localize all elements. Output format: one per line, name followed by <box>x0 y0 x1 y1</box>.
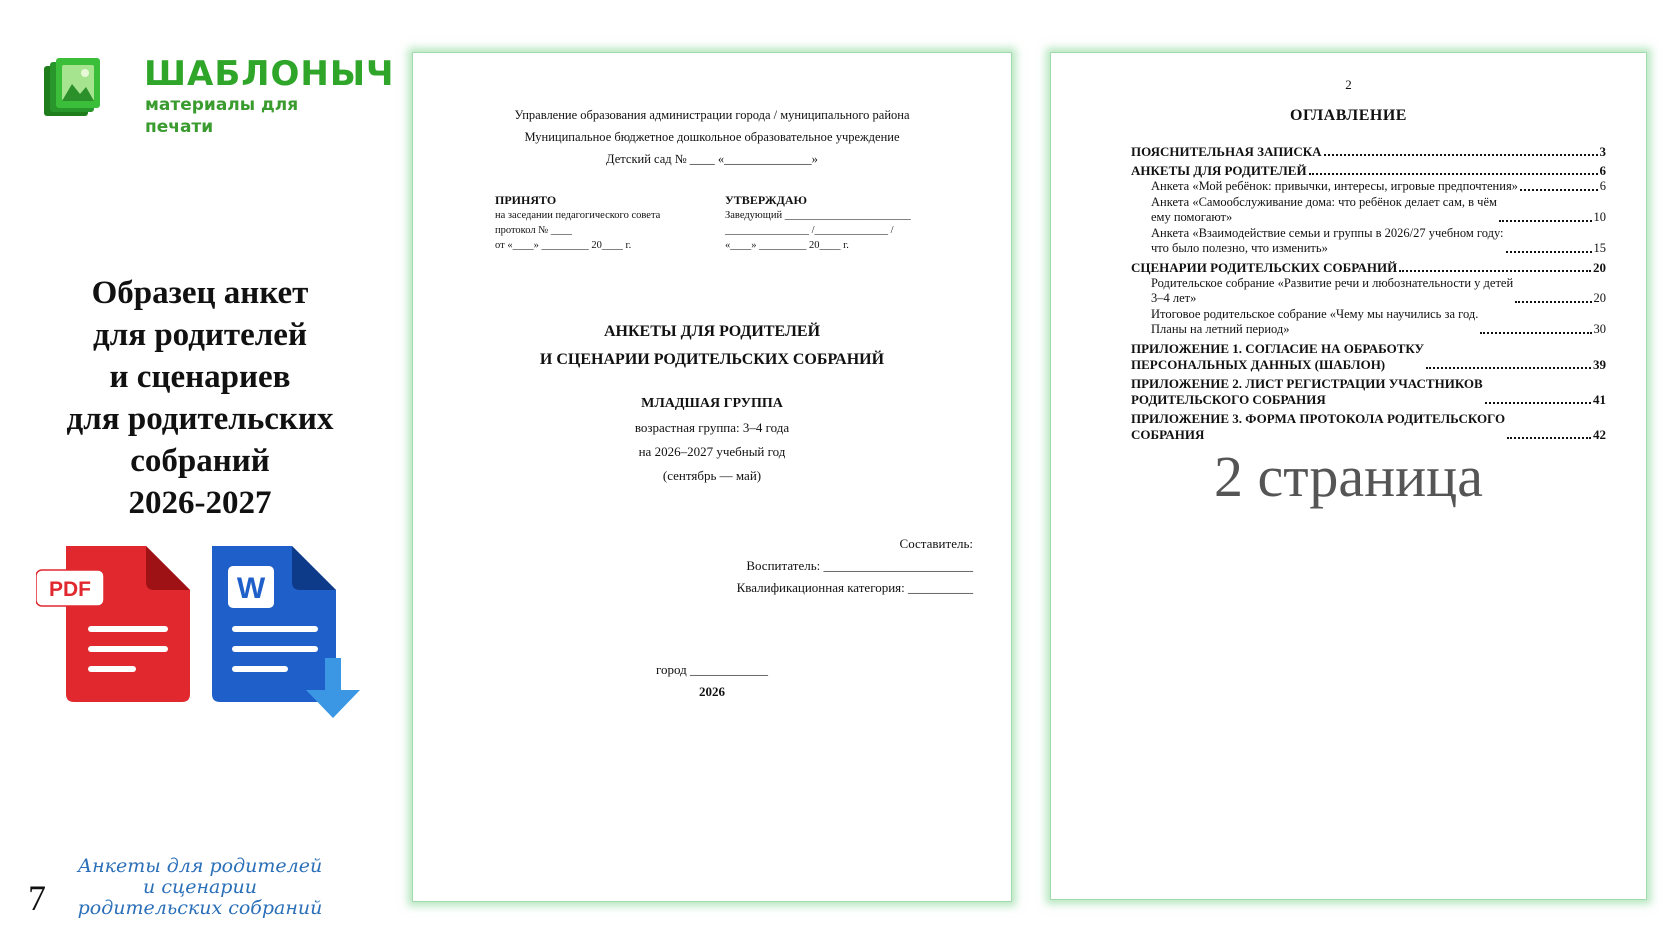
document-year: 2026 <box>699 684 725 699</box>
toc-entry-line: 3–4 лет» <box>1151 291 1197 305</box>
footer-line: и сценарии <box>143 876 257 898</box>
category-line: Квалификационная категория: __________ <box>736 580 973 595</box>
toc-leader-dots <box>1506 250 1592 253</box>
promo-line: для родительских <box>66 401 334 437</box>
toc-subsection <box>1131 179 1606 195</box>
toc-entry-line: Анкета «Мой ребёнок: привычки, интересы, игровые предпочтения» <box>1151 179 1518 193</box>
pdf-file-icon <box>36 546 190 702</box>
toc-leader-dots <box>1499 219 1592 222</box>
toc-page-ref: 3 <box>1599 144 1606 159</box>
toc-subsection <box>1131 307 1606 338</box>
file-format-icons <box>36 546 366 736</box>
toc-entry-text <box>1131 341 1424 373</box>
toc-leader-dots <box>1485 401 1591 404</box>
approved-line: ________________ /______________ / <box>725 225 894 236</box>
book-stack-icon <box>42 56 104 120</box>
toc-section <box>1131 411 1606 443</box>
toc-entry-text <box>1131 260 1397 276</box>
promo-line: 2026-2027 <box>128 485 272 521</box>
toc-section <box>1131 260 1606 276</box>
toc-leader-dots <box>1507 436 1591 439</box>
pdf-label: PDF <box>49 578 91 601</box>
toc-page-ref: 41 <box>1593 391 1606 407</box>
promo-line: для родителей <box>93 317 307 353</box>
toc-entry-line: Родительское собрание «Развитие речи и любознательности у детей <box>1151 275 1514 290</box>
toc-leader-dots <box>1309 172 1598 175</box>
toc-entry-line: ПРИЛОЖЕНИЕ 2. ЛИСТ РЕГИСТРАЦИИ УЧАСТНИКОВ <box>1131 375 1483 391</box>
brand-logo <box>38 52 395 137</box>
city-line: город ____________ <box>656 662 768 677</box>
promo-line: собраний <box>130 443 270 479</box>
document-title-page <box>412 52 1012 902</box>
approved-line: «____» _________ 20____ г. <box>725 240 849 251</box>
accepted-title: ПРИНЯТО <box>495 193 557 207</box>
toc-entry-line: СОБРАНИЯ <box>1131 426 1205 442</box>
word-file-icon <box>212 546 336 702</box>
document-title: АНКЕТЫ ДЛЯ РОДИТЕЛЕЙ <box>603 323 821 340</box>
toc-entry-line: Анкета «Самообслуживание дома: что ребёнок делает сам, в чём <box>1151 194 1497 209</box>
toc-entry-line: ПОЯСНИТЕЛЬНАЯ ЗАПИСКА <box>1131 144 1322 159</box>
toc-section <box>1131 144 1606 160</box>
toc-entry-text <box>1151 307 1478 338</box>
toc-leader-dots <box>1399 269 1591 272</box>
toc-entry-line: ПРИЛОЖЕНИЕ 1. СОГЛАСИЕ НА ОБРАБОТКУ <box>1131 340 1425 356</box>
toc-subsection <box>1131 226 1606 257</box>
accepted-line: от «____» _________ 20____ г. <box>495 240 632 251</box>
toc-entry-text <box>1131 144 1322 160</box>
footer-line: родительских собраний <box>77 897 323 919</box>
promo-line: Образец анкет <box>91 275 309 311</box>
toc-leader-dots <box>1520 188 1598 191</box>
compiler-label: Составитель: <box>899 536 973 551</box>
approved-title: УТВЕРЖДАЮ <box>725 193 808 207</box>
footer-line: Анкеты для родителей <box>77 855 323 877</box>
accepted-line: протокол № ____ <box>495 225 572 236</box>
toc-entry-text <box>1131 376 1483 408</box>
page-overlay-label: 2 страница <box>1214 444 1483 509</box>
promo-line: и сценариев <box>109 359 291 395</box>
toc-page-ref: 6 <box>1599 163 1606 178</box>
toc-page-ref: 20 <box>1593 291 1606 305</box>
toc-entry-text <box>1151 195 1497 226</box>
brand-tagline: материалы для печати <box>145 95 299 137</box>
school-year: на 2026–2027 учебный год <box>638 444 786 459</box>
toc-section <box>1131 376 1606 408</box>
toc-page-ref: 10 <box>1593 210 1606 224</box>
toc-section <box>1131 341 1606 373</box>
toc-leader-dots <box>1480 331 1591 334</box>
accepted-line: на заседании педагогического совета <box>495 210 661 221</box>
toc-entry-line: СЦЕНАРИИ РОДИТЕЛЬСКИХ СОБРАНИЙ <box>1131 259 1398 275</box>
teacher-line: Воспитатель: _______________________ <box>746 558 973 573</box>
toc-entry-text <box>1131 163 1307 179</box>
org-line: Муниципальное бюджетное дошкольное образовательное учреждение <box>524 130 900 144</box>
toc-entry-text <box>1151 226 1504 257</box>
approved-line: Заведующий ________________________ <box>725 210 911 221</box>
table-of-contents <box>1131 141 1606 443</box>
toc-entry-line: РОДИТЕЛЬСКОГО СОБРАНИЯ <box>1131 391 1326 407</box>
toc-entry-text <box>1151 179 1518 195</box>
toc-leader-dots <box>1426 366 1591 369</box>
toc-entry-text <box>1131 411 1505 443</box>
age-group: возрастная группа: 3–4 года <box>634 420 790 435</box>
toc-page-ref: 6 <box>1599 179 1606 193</box>
group-name: МЛАДШАЯ ГРУППА <box>641 396 783 411</box>
org-line: Детский сад № ____ «______________» <box>606 152 818 166</box>
toc-entry-line: что было полезно, что изменить» <box>1151 241 1328 255</box>
org-line: Управление образования администрации города / муниципального района <box>514 108 910 122</box>
toc-page-ref: 20 <box>1593 259 1606 275</box>
toc-subsection <box>1131 195 1606 226</box>
slide-number: 7 <box>28 878 46 918</box>
toc-entry-line: ПЕРСОНАЛЬНЫХ ДАННЫХ (ШАБЛОН) <box>1131 356 1386 372</box>
toc-entry-line: Итоговое родительское собрание «Чему мы научились за год. <box>1151 306 1479 321</box>
toc-leader-dots <box>1515 300 1591 303</box>
toc-entry-line: АНКЕТЫ ДЛЯ РОДИТЕЛЕЙ <box>1131 163 1307 178</box>
toc-page-ref: 42 <box>1593 426 1606 442</box>
toc-page-ref: 30 <box>1593 322 1606 336</box>
toc-entry-text <box>1151 276 1513 307</box>
toc-section <box>1131 163 1606 179</box>
document-toc-page <box>1050 52 1647 900</box>
toc-page-ref: 15 <box>1593 241 1606 255</box>
toc-page-number: 2 <box>1345 77 1352 92</box>
toc-entry-line: Планы на летний период» <box>1151 322 1290 336</box>
toc-page-ref: 39 <box>1593 356 1606 372</box>
toc-entry-line: ПРИЛОЖЕНИЕ 3. ФОРМА ПРОТОКОЛА РОДИТЕЛЬСКОГО <box>1131 410 1506 426</box>
toc-subsection <box>1131 276 1606 307</box>
toc-heading: ОГЛАВЛЕНИЕ <box>1290 107 1407 124</box>
footer-caption <box>70 856 330 919</box>
toc-entry-line: Анкета «Взаимодействие семьи и группы в 2026/27 учебном году: <box>1151 225 1504 240</box>
brand-name: ШАБЛОНЫЧ <box>144 54 395 94</box>
document-title: И СЦЕНАРИИ РОДИТЕЛЬСКИХ СОБРАНИЙ <box>539 351 885 368</box>
promo-title <box>20 272 380 524</box>
toc-leader-dots <box>1324 153 1598 156</box>
word-label: W <box>236 572 266 605</box>
period: (сентябрь — май) <box>662 468 762 483</box>
toc-entry-line: ему помогают» <box>1151 210 1233 224</box>
